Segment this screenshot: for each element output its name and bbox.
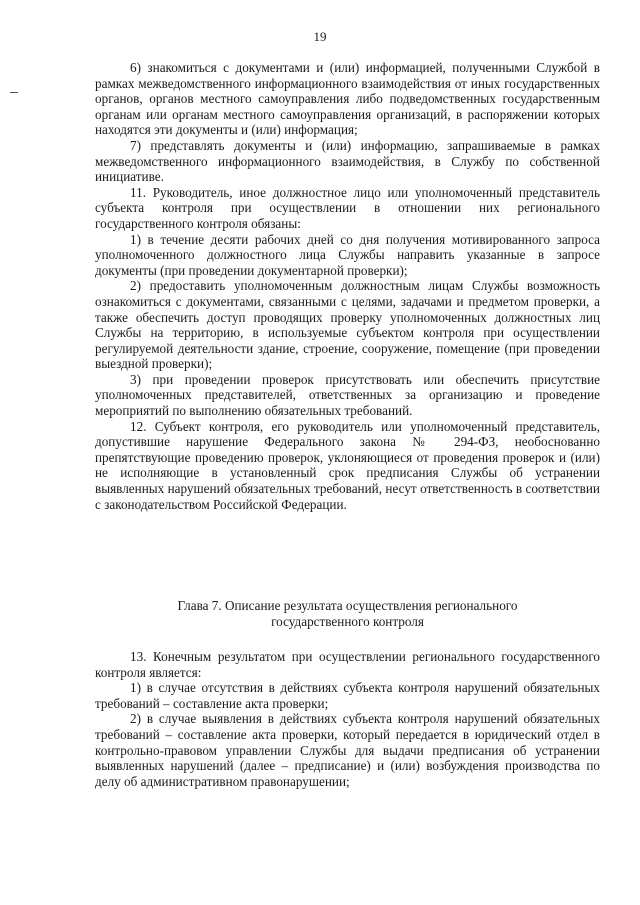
paragraph-item-7: 7) представлять документы и (или) информацию, запрашиваемые в рамках межведомственного информационного взаимодействия, в Службу по собственной инициативе. [95, 137, 600, 185]
margin-mark [10, 92, 18, 93]
paragraph-item-6: 6) знакомиться с документами и (или) информацией, полученными Службой в рамках межведомственного информационного взаимодействия от иных государственных органов, органов местного самоуправления либо подведомственных государственным органам или органам местного самоуправления организаций, в распоряжении которых находятся эти документы и (или) информация; [95, 60, 600, 138]
chapter-title-line2: государственного контроля [271, 614, 424, 629]
paragraph-section-11: 11. Руководитель, иное должностное лицо или уполномоченный представитель субъекта контроля при осуществлении в отношении них регионального государственного контроля обязаны: [95, 184, 600, 231]
paragraph-section-12: 12. Субъект контроля, его руководитель или уполномоченный представитель, допустившие нарушение Федерального закона № 294-ФЗ, необоснованно препятствующие проведению проверок, уклоняющиеся от проведения проверок и (или) не исполняющие в установленный срок предписания Службы об устранении выявленных нарушений обязательных требований, несут ответственность в соответствии с законодательством Российской Федерации. [95, 418, 600, 512]
chapter-heading [95, 598, 600, 630]
body-text [95, 60, 600, 512]
paragraph-result-1: 1) в случае отсутствия в действиях субъекта контроля нарушений обязательных требований – составление акта проверки; [95, 680, 600, 711]
paragraph-obligation-1: 1) в течение десяти рабочих дней со дня получения мотивированного запроса уполномоченного должностного лица Службы направить указанные в запросе документы (при проведении документарной проверки); [95, 231, 600, 278]
paragraph-result-2: 2) в случае выявления в действиях субъекта контроля нарушений обязательных требований – составление акта проверки, который передается в юридический отдел в контрольно-правовом управлении Службы для выдачи предписания об устранении выявленных нарушений (далее – предписание) и (или) возбуждения производства по делу об административном правонарушении; [95, 711, 600, 789]
paragraph-section-13: 13. Конечным результатом при осуществлении регионального государственного контроля является: [95, 649, 600, 680]
chapter-text [95, 649, 600, 789]
paragraph-obligation-2: 2) предоставить уполномоченным должностным лицам Службы возможность ознакомиться с документами, связанными с целями, задачами и предметом проверки, а также обеспечить доступ проводящих проверку уполномоченных должностных лиц Службы на территорию, в используемые субъектом контроля при осуществлении регулируемой деятельности здание, строение, сооружение, помещение (при проведении выездной проверки); [95, 278, 600, 372]
paragraph-obligation-3: 3) при проведении проверок присутствовать или обеспечить присутствие уполномоченных представителей, ответственных за организацию и проведение мероприятий по выполнению обязательных требований. [95, 371, 600, 419]
page-number: 19 [313, 29, 327, 44]
chapter-title-line1: Глава 7. Описание результата осуществления регионального [177, 598, 518, 613]
